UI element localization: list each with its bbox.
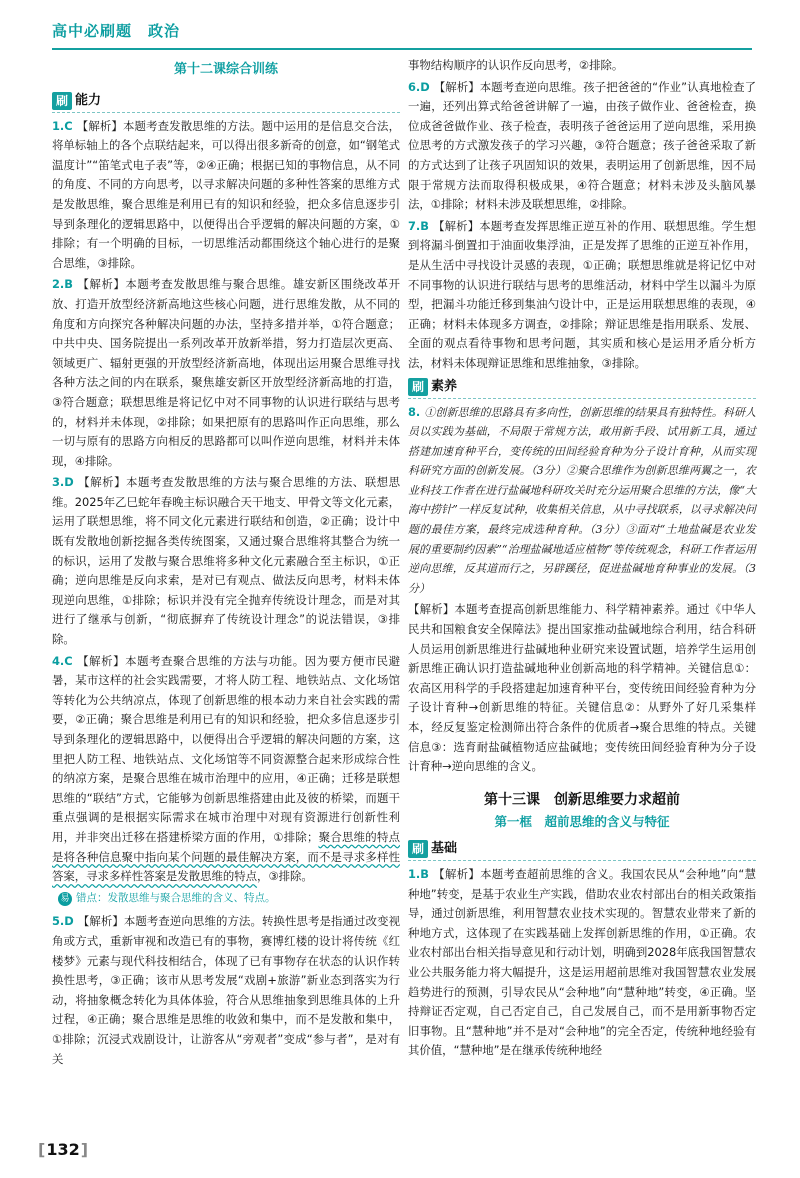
note-badge-icon: 易 <box>58 892 72 906</box>
section-tag: 刷 <box>408 840 428 858</box>
header-title: 高中必刷题 政治 <box>52 22 181 40</box>
question-4 <box>52 652 400 887</box>
question-analysis: 【解析】本题考查发挥思维正逆互补的作用、联想思维。学生想到将漏斗倒置扣于油面收集浮油，正是发挥了思维的正逆互补作用，是从生活中寻找设计灵感的表现，①正确；联想思维就是将记忆中对不同事物的认识进行联结与思考的思维活动，材料中学生以漏斗为原型，把漏斗功能迁移到集油勺设计中，正是运用联想思维的表现，④正确；材料未体现多方调查，②排除；辩证思维是指用联系、发展、全面的观点看待事物和思考问题，其实质和核心是运用矛盾分析方法，材料未体现辩证思维和思维抽象，③排除。 <box>408 218 756 370</box>
question-analysis: 【解析】本题考查提高创新思维能力、科学精神素养。通过《中华人民共和国粮食安全保障法》提出国家推动盐碱地综合利用，结合科研人员运用创新思维进行盐碱地种业研究来设置试题，培养学生运用创新思维正确认识打造盐碱地种业创新高地的科学精神。关键信息①：农高区用科学的手段搭建起加速育种平台，变传统田间经验育种为分子设计育种→创新思维的特征。关键信息②：从野外了好几采集样本，经反复鉴定检测筛出符合条件的优质者→聚合思维的特点。关键信息③：选育耐盐碱植物适应盐碱地；变传统田间经验育种为分子设计育种→逆向思维的含义。 <box>408 602 756 774</box>
frame-title: 第一框 超前思维的含义与特征 <box>494 814 670 830</box>
section-label: 基础 <box>431 841 458 857</box>
section-label: 素养 <box>431 378 458 394</box>
question-analysis: 【解析】本题考查发散思维的方法与聚合思维的方法、联想思维。2025年乙巳蛇年春晚主标识融合天干地支、甲骨文等文化元素，运用了联想思维，将不同文化元素进行联结和创造，②正确；设计中既有发散地创新挖掘各类传统图案，又通过聚合思维将其整合为统一的标识，运用了发散与聚合思维将多种文化元素融合至主标识，①正确；逆向思维是反向求索，是对已有观点、做法反向思考，材料未体现逆向思维，①排除；标识并没有完全抛弃传统设计理念，而是对其进行了继承与创新，“彻底摒弃了传统设计理念”的说法错误，③排除。 <box>52 475 400 647</box>
section-tag: 刷 <box>52 92 72 110</box>
question-analysis: 【解析】本题考查发散思维的方法。题中运用的是信息交合法，将单标轴上的各个点联结起来，可以得出很多新奇的创意，如“钢笔式温度计”“笛笔式电子表”等，②④正确；根据已知的事物信息，从不同的角度、不同的方向思考，以寻求解决问题的多种性答案的思维方式是发散思维，聚合思维是利用已有的知识和经验，把众多信息逐步引导到条理化的逻辑思路中，以便得出合乎逻辑的解决问题的方案，①排除；有一个明确的目标，一切思维活动都围绕这个轴心进行的是聚合思维，③排除。 <box>52 118 400 270</box>
question-3 <box>52 473 400 649</box>
section-header-ability <box>52 90 400 113</box>
note-text: 错点：发散思维与聚合思维的含义、特点。 <box>76 891 276 904</box>
lesson-13-title: 第十三课 创新思维要力求超前 <box>484 791 680 808</box>
question-analysis-end: ，③排除。 <box>257 869 313 884</box>
question-5 <box>52 912 400 1069</box>
error-prone-note <box>58 889 400 909</box>
question-number: 7.B <box>408 218 429 233</box>
question-number: 4.C <box>52 653 73 668</box>
question-analysis: 事物结构顺序的认识作反向思考，②排除。 <box>408 58 624 72</box>
question-number: 3.D <box>52 475 74 490</box>
question-analysis: 【解析】本题考查聚合思维的方法与功能。因为要方便市民避暑，某市这样的社会实践需要，才将人防工程、地铁站点、文化场馆等转化为公共纳凉点，体现了创新思维的根本动力来自社会实践的需要，②正确；聚合思维是利用已有的知识和经验，把众多信息逐步引导到条理化的逻辑思路中，以便得出合乎逻辑的解决问题的方案，这里把人防工程、地铁站点、文化场馆等不同资源整合起来形成综合性的纳凉方案，是聚合思维在城市治理中的应用，④正确；迁移是联想思维的“联结”方式，它能够为创新思维搭建由此及彼的桥梁，而题干重点强调的是根据实际需求在城市治理中对现有资源进行创新性利用，并非突出迁移在搭建桥梁方面的作用，①排除； <box>52 653 400 844</box>
question-number: 8. <box>408 404 421 419</box>
question-number: 6.D <box>408 79 430 94</box>
handwritten-answer: ①创新思维的思路具有多向性，创新思维的结果具有独特性。科研人员以实践为基础，不局限于常规方法，敢用新手段、试用新工具，通过搭建加速育种平台，变传统的田间经验育种为分子设计育种，从而实现科研究方面的创新发展。（3分）②聚合思维作为创新思维两翼之一，农业科技工作者在进行盐碱地科研攻关时充分运用聚合思维的方法，像“大海中捞针”一样反复试种，收集相关信息，从中寻找联系，以寻求解决问题的最佳方案，最终完成选种育种。（3分）③面对“土地盐碱是农业发展的重要制约因素”“治理盐碱地适应植物”等传统观念，科研工作者运用逆向思维，反其道而行之，另辟蹊径，促进盐碱地育种事业的发展。（3分） <box>408 405 756 595</box>
question-6 <box>408 78 756 215</box>
question-analysis: 【解析】本题考查超前思维的含义。我国农民从“会种地”向“慧种地”转变，是基于农业生产实践，借助农业农村部出台的相关政策指导，通过创新思维，利用智慧农业技术实现的。智慧农业带来了新的种地方式，这体现了在实践基础上发挥创新思维的作用，①正确。农业农村部出台相关指导意见和行动计划，明确到2028年底我国智慧农业公共服务能力将大幅提升，这是运用超前思维对我国智慧农业发展趋势进行的预测，引导农民从“会种地”向“慧种地”转变，④正确。坚持辩证否定观，自己否定自己，自己发展自己，而不是用新事物否定旧事物。且“慧种地”并不是对“会种地”的完全否定，传统种地经验有其价值，“慧种地”是在继承传统种地经 <box>408 866 756 1058</box>
page-number: [ 132 ] <box>38 1140 88 1159</box>
key-point-underline: 聚合思维的特点是将各种信息聚中指向某个问题的最佳解决方案，而不是寻求多样性答案，寻求多样性答案是发散思维的特点 <box>52 829 400 884</box>
question-analysis: 【解析】本题考查逆向思维的方法。转换性思考是指通过改变视角或方式，重新审视和改造已有的事物，赛博红楼的设计将传统《红楼梦》元素与现代科技相结合，体现了已有事物存在状态的认识作转换性思考，③正确；该市从思考发展“戏剧+旅游”新业态到落实为行动，将抽象概念转化为具体体验，符合从思维抽象到思维具体的上升过程，④正确；聚合思维是思维的收敛和集中，而不是发散和集中，①排除；沉浸式戏剧设计，让游客从“旁观者”变成“参与者”，是对有关 <box>52 914 400 1066</box>
question-number: 1.C <box>52 118 73 133</box>
question-8 <box>408 403 756 599</box>
right-column <box>408 56 756 1063</box>
question-number: 1.B <box>408 866 429 881</box>
page-header <box>52 20 752 50</box>
left-column <box>52 56 400 1071</box>
section-header-basics <box>408 838 756 861</box>
basic-question-1 <box>408 865 756 1061</box>
question-5-continued <box>408 56 756 76</box>
question-number: 5.D <box>52 914 74 929</box>
question-7 <box>408 217 756 374</box>
lesson-title: 第十二课综合训练 <box>173 62 278 77</box>
section-tag: 刷 <box>408 378 428 396</box>
section-label: 能力 <box>75 92 102 108</box>
question-analysis: 【解析】本题考查发散思维与聚合思维。雄安新区围绕改革开放、打造开放型经济新高地这些核心问题，进行思维发散，从不同的角度和方向探究各种解决问题的办法，坚持多措并举，①符合题意；中共中央、国务院提出一系列改革开放新举措，努力打造层次更高、领域更广、辐射更强的开放型经济新高地，体现出运用聚合思维寻找各种方法之间的内在联系，聚焦雄安新区开放型经济新高地的打造，③符合题意；联想思维是将记忆中对不同事物的认识进行联结与思考的，材料并未体现，②排除；如果把原有的思路叫作正向思维，那么一切与原有的思路方向相反的思路都可以叫作逆向思维，材料并未体现，④排除。 <box>52 277 400 468</box>
section-header-literacy <box>408 376 756 399</box>
question-1 <box>52 117 400 274</box>
question-analysis: 【解析】本题考查逆向思维。孩子把爸爸的“作业”认真地检查了一遍，还列出算式给爸爸讲解了一遍，由孩子做作业、爸爸检查，换位成爸爸做作业、孩子检查，表明孩子爸爸运用了逆向思维，采用换位思考的方式激发孩子的学习兴趣，③符合题意；孩子爸爸采取了新的方式达到了让孩子巩固知识的效果，表明运用了创新思维，因不局限于常规方法而取得积极成果，④符合题意；材料未涉及头脑风暴法，①排除；材料未涉及联想思维，②排除。 <box>408 79 756 212</box>
question-8-analysis <box>408 600 756 776</box>
question-2 <box>52 275 400 471</box>
question-number: 2.B <box>52 277 73 292</box>
